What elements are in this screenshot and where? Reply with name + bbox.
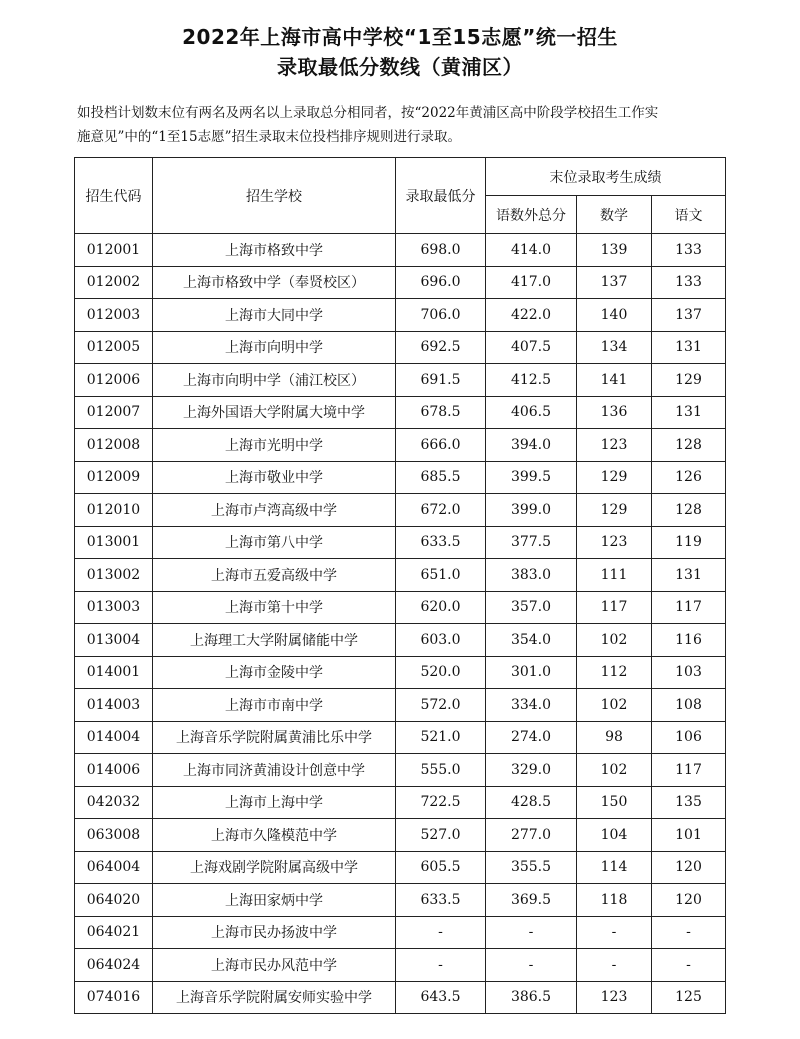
cell-math: 139 bbox=[577, 234, 652, 267]
cell-school: 上海市久隆模范中学 bbox=[153, 819, 396, 852]
cell-min-score: 555.0 bbox=[396, 754, 486, 787]
cell-chinese: 101 bbox=[652, 819, 726, 852]
cell-school: 上海市卢湾高级中学 bbox=[153, 494, 396, 527]
cell-code: 013004 bbox=[75, 624, 153, 657]
cell-min-score: 685.5 bbox=[396, 461, 486, 494]
cell-chinese: 126 bbox=[652, 461, 726, 494]
table-row bbox=[75, 916, 726, 949]
cell-chinese: - bbox=[652, 949, 726, 982]
cell-min-score: 521.0 bbox=[396, 721, 486, 754]
cell-school: 上海市格致中学（奉贤校区） bbox=[153, 266, 396, 299]
cell-math: 98 bbox=[577, 721, 652, 754]
cell-min-score: 678.5 bbox=[396, 396, 486, 429]
cell-school: 上海市市南中学 bbox=[153, 689, 396, 722]
cell-school: 上海音乐学院附属黄浦比乐中学 bbox=[153, 721, 396, 754]
cell-min-score: 651.0 bbox=[396, 559, 486, 592]
cell-math: 141 bbox=[577, 364, 652, 397]
table-row bbox=[75, 754, 726, 787]
cell-code: 014006 bbox=[75, 754, 153, 787]
cell-code: 012005 bbox=[75, 331, 153, 364]
cell-school: 上海市大同中学 bbox=[153, 299, 396, 332]
cell-math: 112 bbox=[577, 656, 652, 689]
header-last-admitted-group: 末位录取考生成绩 bbox=[486, 158, 726, 196]
cell-chinese: 120 bbox=[652, 851, 726, 884]
cell-total: - bbox=[486, 949, 577, 982]
header-chinese: 语文 bbox=[652, 196, 726, 234]
table-row bbox=[75, 494, 726, 527]
cell-code: 012006 bbox=[75, 364, 153, 397]
cell-code: 013003 bbox=[75, 591, 153, 624]
cell-code: 074016 bbox=[75, 981, 153, 1014]
table-row bbox=[75, 396, 726, 429]
table-row bbox=[75, 851, 726, 884]
cell-min-score: 698.0 bbox=[396, 234, 486, 267]
cell-total: 428.5 bbox=[486, 786, 577, 819]
cell-school: 上海市光明中学 bbox=[153, 429, 396, 462]
cell-math: 123 bbox=[577, 429, 652, 462]
cell-chinese: 131 bbox=[652, 396, 726, 429]
cell-total: 406.5 bbox=[486, 396, 577, 429]
cell-code: 014001 bbox=[75, 656, 153, 689]
cell-chinese: 133 bbox=[652, 266, 726, 299]
cell-total: 355.5 bbox=[486, 851, 577, 884]
cell-chinese: 128 bbox=[652, 494, 726, 527]
cell-math: 137 bbox=[577, 266, 652, 299]
cell-math: 123 bbox=[577, 526, 652, 559]
cell-chinese: 117 bbox=[652, 591, 726, 624]
table-row bbox=[75, 689, 726, 722]
cell-chinese: 120 bbox=[652, 884, 726, 917]
cell-code: 012002 bbox=[75, 266, 153, 299]
cell-min-score: - bbox=[396, 949, 486, 982]
cell-total: - bbox=[486, 916, 577, 949]
cell-min-score: 696.0 bbox=[396, 266, 486, 299]
cell-chinese: 103 bbox=[652, 656, 726, 689]
cell-min-score: 633.5 bbox=[396, 884, 486, 917]
table-row bbox=[75, 526, 726, 559]
cell-math: 117 bbox=[577, 591, 652, 624]
cell-math: 129 bbox=[577, 461, 652, 494]
table-row bbox=[75, 624, 726, 657]
cell-school: 上海市向明中学（浦江校区） bbox=[153, 364, 396, 397]
cell-total: 377.5 bbox=[486, 526, 577, 559]
header-code: 招生代码 bbox=[75, 158, 153, 234]
cell-min-score: 620.0 bbox=[396, 591, 486, 624]
cell-school: 上海市敬业中学 bbox=[153, 461, 396, 494]
cell-code: 042032 bbox=[75, 786, 153, 819]
cell-code: 063008 bbox=[75, 819, 153, 852]
cell-min-score: 527.0 bbox=[396, 819, 486, 852]
cell-total: 414.0 bbox=[486, 234, 577, 267]
cell-school: 上海市上海中学 bbox=[153, 786, 396, 819]
cell-math: 150 bbox=[577, 786, 652, 819]
cell-chinese: 125 bbox=[652, 981, 726, 1014]
cell-min-score: - bbox=[396, 916, 486, 949]
cell-code: 064004 bbox=[75, 851, 153, 884]
cell-total: 329.0 bbox=[486, 754, 577, 787]
cell-total: 394.0 bbox=[486, 429, 577, 462]
table-row bbox=[75, 884, 726, 917]
cell-code: 014004 bbox=[75, 721, 153, 754]
note-line-1: 如投档计划数末位有两名及两名以上录取总分相同者，按“2022年黄浦区高中阶段学校招生工作实 bbox=[77, 105, 659, 121]
cell-total: 386.5 bbox=[486, 981, 577, 1014]
cell-chinese: 131 bbox=[652, 559, 726, 592]
cell-school: 上海市第十中学 bbox=[153, 591, 396, 624]
document-title-line-2: 录取最低分数线（黄浦区） bbox=[277, 55, 523, 79]
cell-chinese: 135 bbox=[652, 786, 726, 819]
cell-math: 104 bbox=[577, 819, 652, 852]
cell-code: 012009 bbox=[75, 461, 153, 494]
cell-school: 上海市民办风范中学 bbox=[153, 949, 396, 982]
cell-code: 064020 bbox=[75, 884, 153, 917]
cell-math: - bbox=[577, 949, 652, 982]
table-row bbox=[75, 819, 726, 852]
cell-school: 上海理工大学附属储能中学 bbox=[153, 624, 396, 657]
cell-school: 上海市金陵中学 bbox=[153, 656, 396, 689]
table-row bbox=[75, 721, 726, 754]
cell-min-score: 691.5 bbox=[396, 364, 486, 397]
cell-math: 134 bbox=[577, 331, 652, 364]
cell-school: 上海戏剧学院附属高级中学 bbox=[153, 851, 396, 884]
cell-school: 上海音乐学院附属安师实验中学 bbox=[153, 981, 396, 1014]
cell-total: 301.0 bbox=[486, 656, 577, 689]
table-row bbox=[75, 331, 726, 364]
table-row bbox=[75, 786, 726, 819]
cell-school: 上海外国语大学附属大境中学 bbox=[153, 396, 396, 429]
table-row bbox=[75, 234, 726, 267]
cell-code: 012003 bbox=[75, 299, 153, 332]
cell-math: 136 bbox=[577, 396, 652, 429]
cell-code: 013002 bbox=[75, 559, 153, 592]
cell-chinese: - bbox=[652, 916, 726, 949]
cell-math: 102 bbox=[577, 689, 652, 722]
cell-total: 422.0 bbox=[486, 299, 577, 332]
cell-school: 上海市第八中学 bbox=[153, 526, 396, 559]
cell-school: 上海市同济黄浦设计创意中学 bbox=[153, 754, 396, 787]
cell-code: 012010 bbox=[75, 494, 153, 527]
header-school: 招生学校 bbox=[153, 158, 396, 234]
cell-school: 上海市向明中学 bbox=[153, 331, 396, 364]
cell-min-score: 692.5 bbox=[396, 331, 486, 364]
cell-chinese: 106 bbox=[652, 721, 726, 754]
cell-math: 140 bbox=[577, 299, 652, 332]
table-row bbox=[75, 656, 726, 689]
cell-min-score: 605.5 bbox=[396, 851, 486, 884]
cell-school: 上海田家炳中学 bbox=[153, 884, 396, 917]
cell-min-score: 722.5 bbox=[396, 786, 486, 819]
explanatory-note bbox=[77, 101, 727, 149]
cell-chinese: 128 bbox=[652, 429, 726, 462]
cell-chinese: 133 bbox=[652, 234, 726, 267]
table-row bbox=[75, 461, 726, 494]
cell-min-score: 520.0 bbox=[396, 656, 486, 689]
cell-school: 上海市五爱高级中学 bbox=[153, 559, 396, 592]
cell-min-score: 706.0 bbox=[396, 299, 486, 332]
cell-total: 399.5 bbox=[486, 461, 577, 494]
cell-total: 354.0 bbox=[486, 624, 577, 657]
cell-total: 412.5 bbox=[486, 364, 577, 397]
cell-chinese: 108 bbox=[652, 689, 726, 722]
table-row bbox=[75, 429, 726, 462]
cell-code: 013001 bbox=[75, 526, 153, 559]
cell-math: 102 bbox=[577, 624, 652, 657]
header-total-three-subjects: 语数外总分 bbox=[486, 196, 577, 234]
cell-math: 123 bbox=[577, 981, 652, 1014]
header-min-score: 录取最低分 bbox=[396, 158, 486, 234]
cell-math: 102 bbox=[577, 754, 652, 787]
cell-total: 334.0 bbox=[486, 689, 577, 722]
cell-min-score: 643.5 bbox=[396, 981, 486, 1014]
cell-chinese: 129 bbox=[652, 364, 726, 397]
cell-code: 064021 bbox=[75, 916, 153, 949]
table-row bbox=[75, 266, 726, 299]
cell-total: 383.0 bbox=[486, 559, 577, 592]
cell-code: 012001 bbox=[75, 234, 153, 267]
cell-min-score: 672.0 bbox=[396, 494, 486, 527]
cell-total: 417.0 bbox=[486, 266, 577, 299]
cell-code: 064024 bbox=[75, 949, 153, 982]
table-row bbox=[75, 591, 726, 624]
cell-chinese: 119 bbox=[652, 526, 726, 559]
cell-chinese: 137 bbox=[652, 299, 726, 332]
document-title-line-1: 2022年上海市高中学校“1至15志愿”统一招生 bbox=[182, 25, 618, 49]
header-math: 数学 bbox=[577, 196, 652, 234]
cell-min-score: 603.0 bbox=[396, 624, 486, 657]
cell-total: 399.0 bbox=[486, 494, 577, 527]
cell-math: - bbox=[577, 916, 652, 949]
cell-math: 118 bbox=[577, 884, 652, 917]
cell-school: 上海市格致中学 bbox=[153, 234, 396, 267]
admission-score-table bbox=[74, 157, 726, 1014]
cell-total: 357.0 bbox=[486, 591, 577, 624]
cell-code: 014003 bbox=[75, 689, 153, 722]
cell-math: 114 bbox=[577, 851, 652, 884]
table-row bbox=[75, 949, 726, 982]
table-row bbox=[75, 981, 726, 1014]
cell-school: 上海市民办扬波中学 bbox=[153, 916, 396, 949]
table-row bbox=[75, 299, 726, 332]
cell-total: 277.0 bbox=[486, 819, 577, 852]
cell-total: 274.0 bbox=[486, 721, 577, 754]
note-line-2: 施意见”中的“1至15志愿”招生录取末位投档排序规则进行录取。 bbox=[77, 129, 461, 145]
cell-min-score: 572.0 bbox=[396, 689, 486, 722]
cell-code: 012007 bbox=[75, 396, 153, 429]
cell-total: 369.5 bbox=[486, 884, 577, 917]
cell-math: 111 bbox=[577, 559, 652, 592]
cell-math: 129 bbox=[577, 494, 652, 527]
cell-total: 407.5 bbox=[486, 331, 577, 364]
cell-min-score: 633.5 bbox=[396, 526, 486, 559]
cell-chinese: 131 bbox=[652, 331, 726, 364]
cell-min-score: 666.0 bbox=[396, 429, 486, 462]
cell-chinese: 116 bbox=[652, 624, 726, 657]
cell-chinese: 117 bbox=[652, 754, 726, 787]
cell-code: 012008 bbox=[75, 429, 153, 462]
table-row bbox=[75, 559, 726, 592]
table-row bbox=[75, 364, 726, 397]
